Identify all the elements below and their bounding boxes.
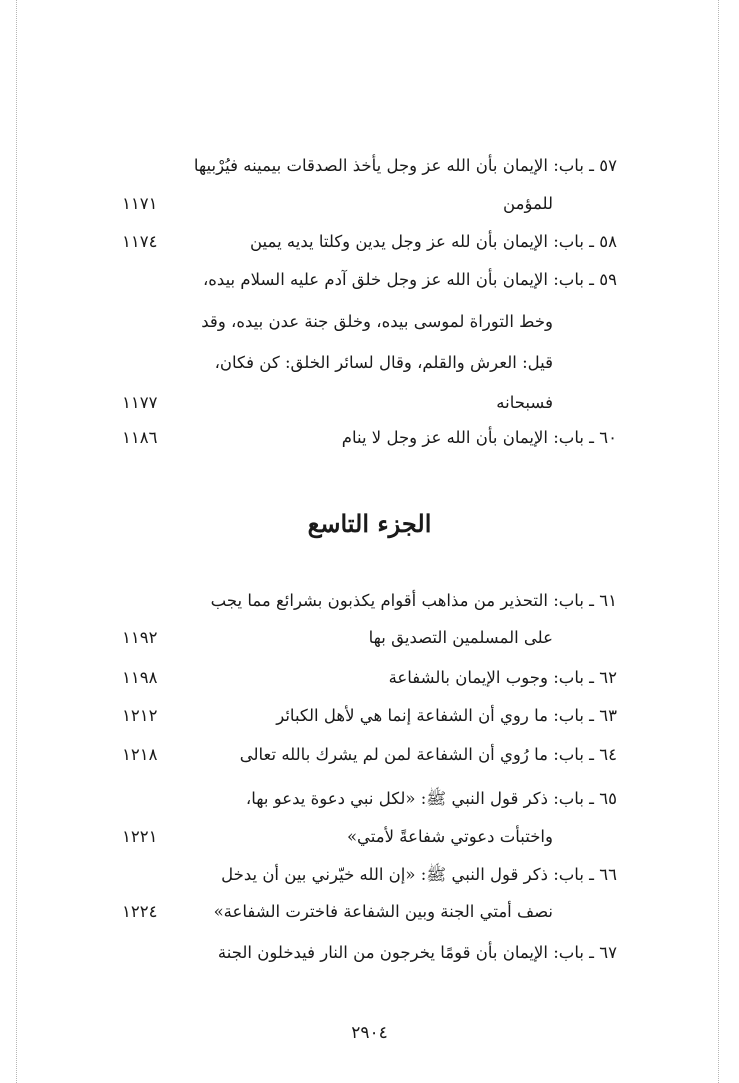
toc-entry-57-line-2: للمؤمن [503, 194, 553, 213]
toc-entry-57-line-1: ٥٧ ـ باب: الإيمان بأن الله عز وجل يأخذ الصدقات بيمينه فيُرْبيها [193, 156, 617, 175]
toc-entry-59-page: ١١٧٧ [122, 393, 158, 412]
toc-entry-66-line-1: ٦٦ ـ باب: ذكر قول النبي ﷺ: «إن الله خيّرني بين أن يدخل [221, 865, 617, 884]
toc-entry-61-page: ١١٩٢ [122, 628, 158, 647]
toc-entry-64-page: ١٢١٨ [122, 745, 158, 764]
toc-entry-60-page: ١١٨٦ [122, 428, 158, 447]
toc-entry-59-line-1: ٥٩ ـ باب: الإيمان بأن الله عز وجل خلق آدم عليه السلام بيده، [202, 270, 617, 289]
toc-entry-65-line-1: ٦٥ ـ باب: ذكر قول النبي ﷺ: «لكل نبي دعوة يدعو بها، [245, 789, 617, 808]
toc-entry-66-page: ١٢٢٤ [122, 902, 158, 921]
right-margin-guide [718, 0, 719, 1083]
toc-entry-58-page: ١١٧٤ [122, 232, 158, 251]
toc-entry-59-line-2: وخط التوراة لموسى بيده، وخلق جنة عدن بيده، وقد [201, 312, 553, 331]
toc-entry-57-page: ١١٧١ [122, 194, 158, 213]
toc-entry-61-line-1: ٦١ ـ باب: التحذير من مذاهب أقوام يكذبون بشرائع مما يجب [210, 591, 617, 610]
toc-entry-58-line-1: ٥٨ ـ باب: الإيمان بأن لله عز وجل يدين وكلتا يديه يمين [250, 232, 617, 251]
toc-entry-67-line-1: ٦٧ ـ باب: الإيمان بأن قومًا يخرجون من النار فيدخلون الجنة [217, 943, 617, 962]
toc-entry-63-line-1: ٦٣ ـ باب: ما روي أن الشفاعة إنما هي لأهل الكبائر [276, 706, 617, 725]
toc-entry-65-line-2: واختبأت دعوتي شفاعةً لأمتي» [346, 827, 553, 846]
toc-entry-62-line-1: ٦٢ ـ باب: وجوب الإيمان بالشفاعة [388, 668, 617, 687]
toc-entry-59-line-4: فسبحانه [496, 393, 553, 412]
toc-entry-59-line-3: قيل: العرش والقلم، وقال لسائر الخلق: كن فكان، [214, 353, 553, 372]
page-number: ٢٩٠٤ [351, 1023, 388, 1043]
toc-entry-64-line-1: ٦٤ ـ باب: ما رُوي أن الشفاعة لمن لم يشرك بالله تعالى [239, 745, 617, 764]
part-title: الجزء التاسع [307, 509, 432, 538]
left-margin-guide [16, 0, 17, 1083]
toc-entry-60-line-1: ٦٠ ـ باب: الإيمان بأن الله عز وجل لا ينام [341, 428, 617, 447]
toc-entry-63-page: ١٢١٢ [122, 706, 158, 725]
toc-entry-61-line-2: على المسلمين التصديق بها [368, 628, 553, 647]
toc-entry-66-line-2: نصف أمتي الجنة وبين الشفاعة فاخترت الشفاعة» [213, 902, 553, 921]
toc-entry-65-page: ١٢٢١ [122, 827, 158, 846]
toc-entry-62-page: ١١٩٨ [122, 668, 158, 687]
